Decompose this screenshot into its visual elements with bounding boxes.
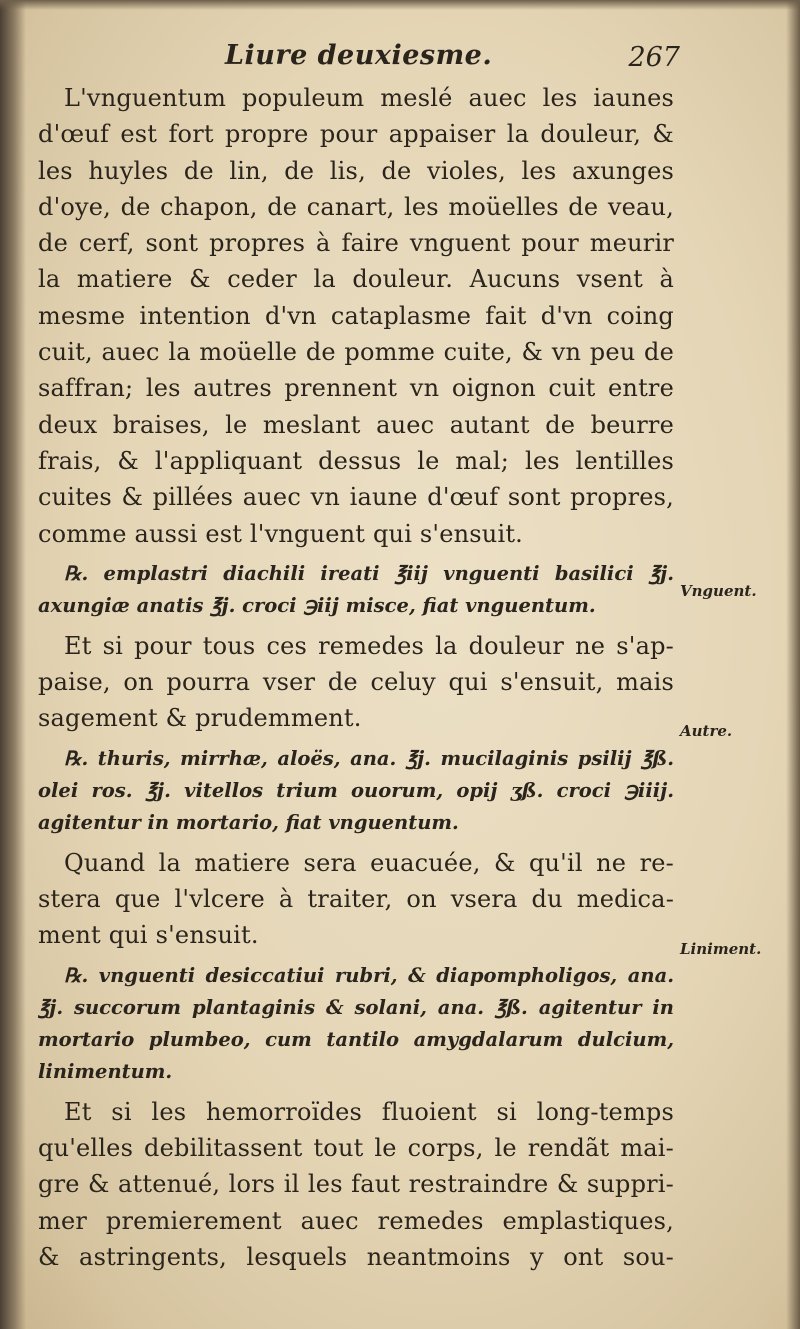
text-line: ment qui s'ensuit. [38,921,259,950]
recipe-line: ℞. vnguenti desiccatiui rubri, & diapompholigos, ana. [64,963,674,987]
text-line: de cerf, sont propres à faire vnguent pour meurir [38,229,674,258]
text-line: frais, & l'appliquant dessus le mal; les lentilles [38,446,674,475]
text-line: mesme intention d'vn cataplasme fait d'vn coing [38,301,674,330]
text-line: stera que l'vlcere à traiter, on vsera du medica- [38,885,674,914]
recipe-line: olei ros. ℥j. vitellos trium ouorum, opij ʒß. croci ℈iiij. [38,778,674,802]
margin-note-vnguent: Vnguent. [680,582,757,600]
paragraph-3 [38,845,674,954]
text-line: L'vnguentum populeum meslé auec les iaunes [64,84,674,112]
recipe-3 [38,960,674,1088]
text-line: deux braises, le meslant auec autant de beurre [38,410,674,439]
recipe-line: agitentur in mortario, fiat vnguentum. [38,810,459,834]
text-line: cuites & pillées auec vn iaune d'œuf sont propres, [38,483,674,512]
page-header [40,40,680,84]
text-line: paise, on pourra vser de celuy qui s'ensuit, mais [38,668,674,697]
recipe-1 [38,558,674,622]
text-line: d'œuf est fort propre pour appaiser la douleur, & [38,120,674,149]
text-line: Et si les hemorroïdes fluoient si long-temps [64,1097,674,1126]
recipe-line: mortario plumbeo, cum tantilo amygdalarum dulcium, [38,1027,674,1051]
text-line: & astringents, lesquels neantmoins y ont sou- [38,1242,674,1271]
recipe-line: axungiæ anatis ℥j. croci ℈iij misce, fiat vnguentum. [38,593,596,617]
running-title: Liure deuxiesme. [225,40,493,71]
paragraph-1 [38,80,674,552]
page-number: 267 [628,42,680,73]
recipe-line: linimentum. [38,1059,173,1083]
text-line: Quand la matiere sera euacuée, & qu'il ne re- [64,848,674,877]
text-line: d'oye, de chapon, de canart, les moüelles de veau, [38,192,674,221]
text-line: cuit, auec la moüelle de pomme cuite, & vn peu de [38,338,674,367]
paragraph-2 [38,628,674,737]
text-line: qu'elles debilitassent tout le corps, le rendãt mai- [38,1133,674,1162]
recipe-line: ℥j. succorum plantaginis & solani, ana. ℥ß. agitentur in [38,995,674,1019]
text-line: Et si pour tous ces remedes la douleur ne s'ap- [64,631,674,660]
body-text [38,80,674,1275]
margin-note-liniment: Liniment. [680,940,762,958]
recipe-2 [38,743,674,839]
text-line: comme aussi est l'vnguent qui s'ensuit. [38,519,523,548]
binding-gutter [0,0,26,1329]
text-line: sagement & prudemment. [38,704,362,733]
text-line: les huyles de lin, de lis, de violes, les axunges [38,156,674,185]
page-right-edge [786,0,800,1329]
text-line: la matiere & ceder la douleur. Aucuns vsent à [38,265,674,294]
text-line: mer premierement auec remedes emplastiques, [38,1206,674,1235]
text-line: gre & attenué, lors il les faut restraindre & suppri- [38,1170,674,1199]
recipe-line: ℞. thuris, mirrhæ, aloës, ana. ℥j. mucilaginis psilij ℥ß. [64,746,674,770]
margin-note-autre: Autre. [680,722,733,740]
page-top-edge [0,0,800,10]
paragraph-4 [38,1094,674,1275]
recipe-line: ℞. emplastri diachili ireati ℥iij vnguenti basilici ℥j. [64,561,674,585]
text-line: saffran; les autres prennent vn oignon cuit entre [38,374,674,403]
